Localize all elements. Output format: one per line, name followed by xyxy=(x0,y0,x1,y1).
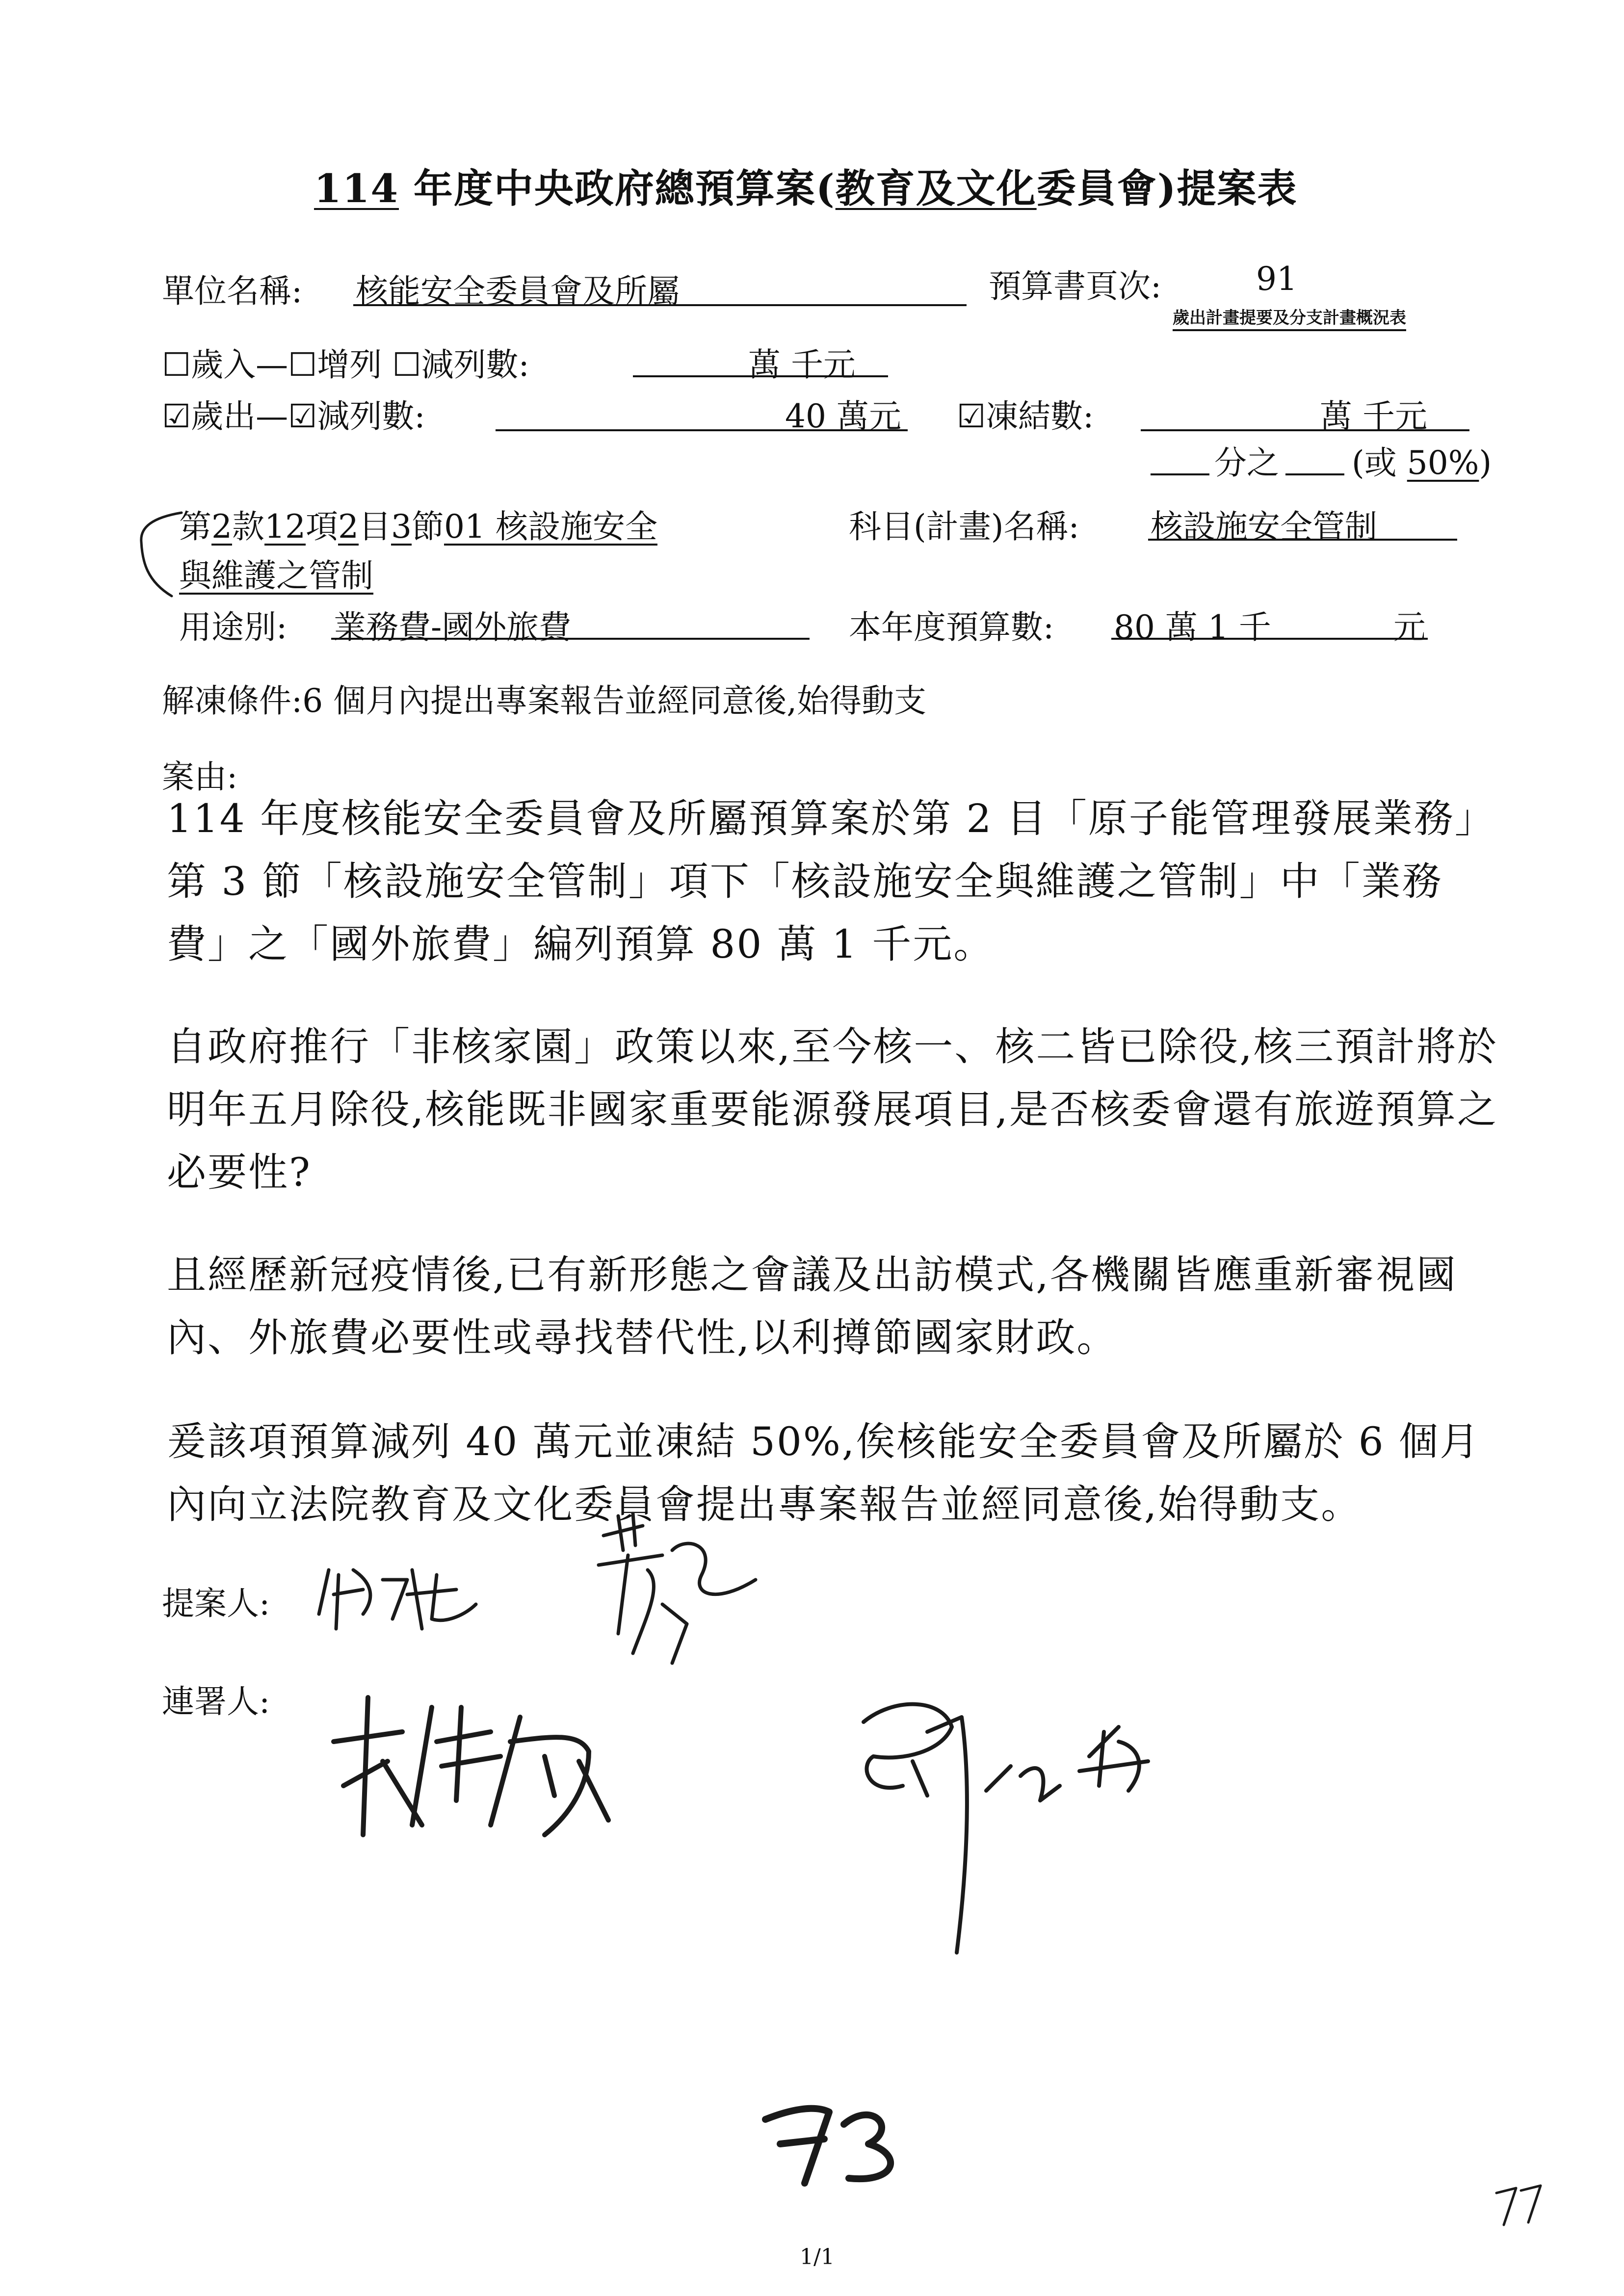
freeze-percent: 50% xyxy=(1407,444,1479,482)
thaw-condition: 解凍條件:6 個月內提出專案報告並經同意後,始得動支 xyxy=(162,682,927,720)
page-title xyxy=(314,157,1298,213)
proposer-label: 提案人: xyxy=(162,1585,270,1622)
title-year: 114 xyxy=(314,165,399,211)
subject-underline xyxy=(1148,539,1457,541)
kuan-number: 2 xyxy=(211,508,232,546)
unit-underline xyxy=(353,304,967,306)
bracket-mark xyxy=(132,508,186,601)
reason-paragraph-4: 爰該項預算減列 40 萬元並凍結 50%,俟核能安全委員會及所屬於 6 個月內向立法院教育及文化委員會提出專案報告並經同意後,始得動支。 xyxy=(167,1419,1481,1527)
mu-number: 2 xyxy=(338,508,359,546)
purpose-value: 業務費-國外旅費 xyxy=(334,608,572,646)
page-footer: 1/1 xyxy=(800,2244,835,2270)
budget-unit: 元 xyxy=(1393,608,1426,646)
proposer-signature-2 xyxy=(589,1506,775,1683)
item-code: 01 核設施安全 xyxy=(444,508,657,546)
xiang-number: 12 xyxy=(264,508,306,546)
title-part-2: 委員會)提案表 xyxy=(1036,165,1298,211)
budget-label: 本年度預算數: xyxy=(849,608,1054,646)
expenditure-row: ☑歲出—☑減列數: xyxy=(162,397,425,435)
handwritten-margin-number xyxy=(1492,2178,1550,2232)
item-code-continued: 與維護之管制 xyxy=(179,557,373,595)
page-ref-note: 歲出計畫提要及分支計畫概況表 xyxy=(1173,308,1406,328)
title-committee: 教育及文化 xyxy=(835,165,1037,211)
page-ref-label: 預算書頁次: xyxy=(989,267,1162,305)
budget-underline xyxy=(1111,638,1428,640)
fraction-numerator-line xyxy=(1151,473,1209,475)
fraction-or: (或 50%) xyxy=(1352,444,1492,482)
unit-value: 核能安全委員會及所屬 xyxy=(356,272,680,310)
unit-label: 單位名稱: xyxy=(162,272,303,310)
item-code-row: 第2款12項2目3節01 核設施安全 xyxy=(179,508,657,546)
revenue-amount: 萬 千元 xyxy=(748,346,856,384)
purpose-label: 用途別: xyxy=(179,608,288,646)
fraction-denominator-line xyxy=(1285,473,1344,475)
subject-value: 核設施安全管制 xyxy=(1151,508,1377,546)
reason-paragraph-2: 自政府推行「非核家園」政策以來,至今核一、核二皆已除役,核三預計將於明年五月除役,核能既非國家重要能源發展項目,是否核委會還有旅遊預算之必要性? xyxy=(167,1024,1498,1195)
title-part-1: 年度中央政府總預算案( xyxy=(399,165,836,211)
purpose-underline xyxy=(331,638,810,640)
subject-label: 科目(計畫)名稱: xyxy=(849,508,1079,546)
cosigner-label: 連署人: xyxy=(162,1683,270,1721)
cosigner-signature-2 xyxy=(844,1688,1187,1972)
cosigner-signature-1 xyxy=(314,1678,657,1854)
reason-paragraph-3: 且經歷新冠疫情後,已有新形態之會議及出訪模式,各機關皆應重新審視國內、外旅費必要性或尋找替代性,以利撙節國家財政。 xyxy=(167,1252,1457,1360)
proposer-signature-1 xyxy=(309,1560,515,1639)
page-ref-value: 91 xyxy=(1256,260,1297,298)
fraction-label: 分之 xyxy=(1214,444,1279,482)
reason-paragraph-1: 114 年度核能安全委員會及所屬預算案於第 2 目「原子能管理發展業務」第 3 節「核設施安全管制」項下「核設施安全與維護之管制」中「業務費」之「國外旅費」編列預算 80 萬 1 千元。 xyxy=(167,796,1495,967)
freeze-label: ☑凍結數: xyxy=(957,397,1094,435)
handwritten-page-number xyxy=(751,2090,913,2188)
freeze-amount: 萬 千元 xyxy=(1320,397,1427,435)
revenue-row: ☐歲入—☐增列 ☐減列數: xyxy=(162,346,529,384)
reason-label: 案由: xyxy=(162,758,238,796)
budget-value: 80 萬 1 千 xyxy=(1114,608,1271,646)
jie-number: 3 xyxy=(391,508,412,546)
expenditure-amount: 40 萬元 xyxy=(785,397,901,435)
